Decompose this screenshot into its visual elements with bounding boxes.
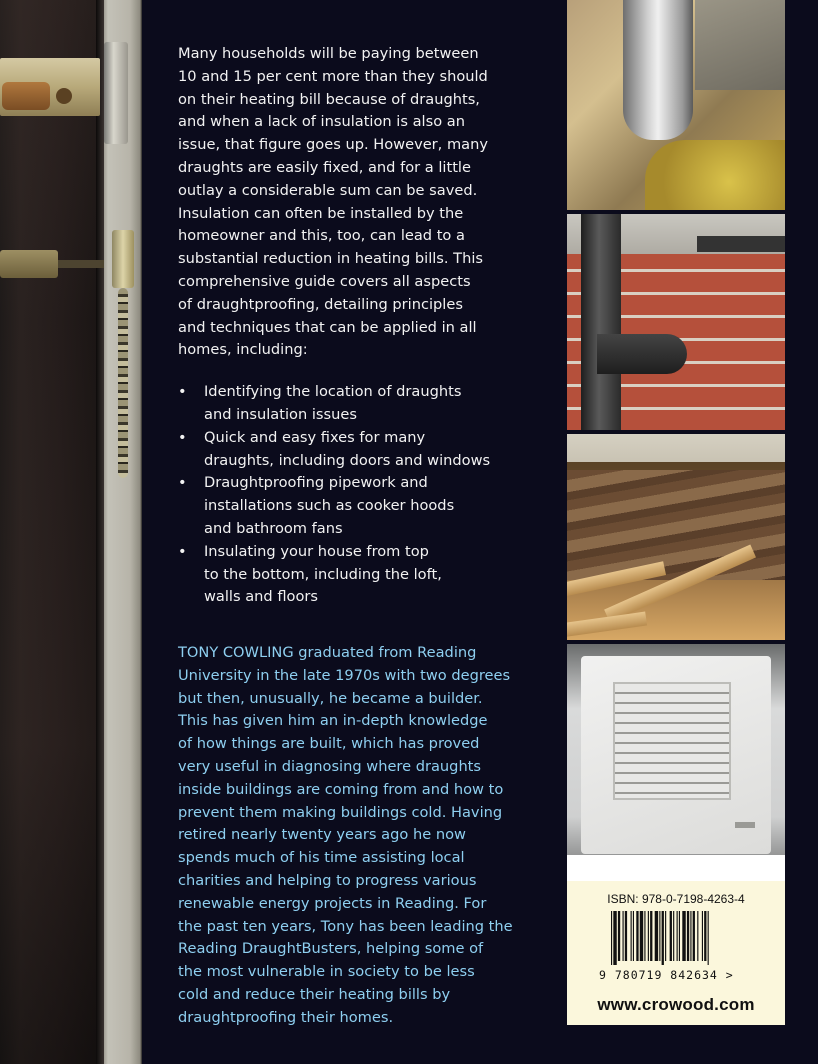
wall-block (695, 0, 785, 90)
barcode-bar (623, 911, 624, 961)
author-bio: TONY COWLING graduated from Reading University in the late 1970s with two degrees but then, unusually, he became a builder. This has given him an in-depth knowledge of how things are built, which has proved very useful in diagnosing where draughts inside buildings are coming from and how to prevent them making buildings cold. Having retired nearly twenty years ago he now spends much of his time assisting local charities and helping to progress various renewable energy projects in Reading. For the past ten years, Tony has been leading the Reading DraughtBusters, helping some of the most vulnerable in society to be less cold and reduce their heating bills by draughtproofing their homes. (178, 644, 513, 1026)
blurb (178, 43, 530, 362)
barcode-bar (662, 911, 664, 965)
blurb-column (178, 43, 530, 609)
chain-lock (112, 230, 134, 288)
fan-grille (613, 682, 731, 800)
extractor-fan-photo (567, 644, 785, 860)
pipe-floor-photo (567, 0, 785, 210)
barcode-bar (708, 911, 709, 965)
barcode-bar (640, 911, 643, 961)
barcode-bar (613, 911, 616, 965)
lock-latch (2, 82, 50, 110)
feature-item: • Quick and easy fixes for many draughts, including doors and windows (178, 427, 530, 473)
barcode-bar (679, 911, 680, 961)
barcode-bar (633, 911, 634, 961)
barcode (611, 911, 751, 965)
barcode-bar (659, 911, 660, 961)
fan-tag (735, 822, 755, 828)
barcode-bar (687, 911, 689, 961)
barcode-digits: 9 780719 842634 > (599, 968, 734, 982)
feature-item: • Identifying the location of draughts and insulation issues (178, 381, 530, 427)
door-edge (96, 0, 104, 1064)
barcode-bar (693, 911, 695, 961)
barcode-bar (670, 911, 672, 961)
pipe-bend (597, 334, 687, 374)
barcode-bar (650, 911, 652, 961)
soil-pipe (623, 0, 693, 140)
barcode-bar (636, 911, 638, 961)
barcode-bar (697, 911, 698, 961)
insulation-batts (567, 470, 785, 580)
barcode-bar (682, 911, 685, 961)
door-photo (0, 0, 142, 1064)
barcode-bar (631, 911, 632, 961)
insulation (645, 140, 785, 210)
barcode-bar (673, 911, 674, 961)
feature-item: • Draughtproofing pipework and installations such as cooker hoods and bathroom fans (178, 472, 530, 540)
isbn-panel (567, 881, 785, 1025)
barcode-bar (648, 911, 649, 961)
barcode-bar (665, 911, 666, 961)
isbn-number: ISBN: 978-0-7198-4263-4 (607, 892, 745, 906)
feature-item: • Insulating your house from top to the bottom, including the loft, walls and floors (178, 541, 530, 609)
door-panel (0, 0, 96, 1064)
blurb-paragraph: Many households will be paying between 10 and 15 per cent more than they should on their heating bill because of draughts, and when a lack of insulation is also an issue, that figure goes up. However, many draughts are easily fixed, and for a little outlay a considerable sum can be saved. Insulation can often be installed by the homeowner and this, too, can lead to a substantial reduction in heating bills. This comprehensive guide covers all aspects of draughtproofing, detailing principles and techniques that can be applied in all homes, including: (178, 45, 489, 359)
photo-column (567, 0, 785, 860)
barcode-bar (690, 911, 691, 961)
lock-screw (56, 88, 72, 104)
publisher-website: www.crowood.com (597, 995, 755, 1014)
downpipe (581, 214, 621, 430)
barcode-bar (677, 911, 678, 961)
barcode-bar (625, 911, 627, 961)
brick-wall-pipe-photo (567, 214, 785, 430)
barcode-bar (644, 911, 645, 961)
barcode-bar (702, 911, 703, 961)
barcode-bar (704, 911, 706, 961)
door-chain (118, 288, 128, 478)
barcode-bar (655, 911, 658, 961)
barcode-bar (618, 911, 620, 961)
horizontal-pipe (697, 236, 785, 252)
floor-insulation-photo (567, 434, 785, 640)
frame-keep (104, 42, 128, 144)
feature-list (178, 381, 530, 609)
door-bolt (0, 250, 58, 278)
barcode-bar (611, 911, 612, 965)
